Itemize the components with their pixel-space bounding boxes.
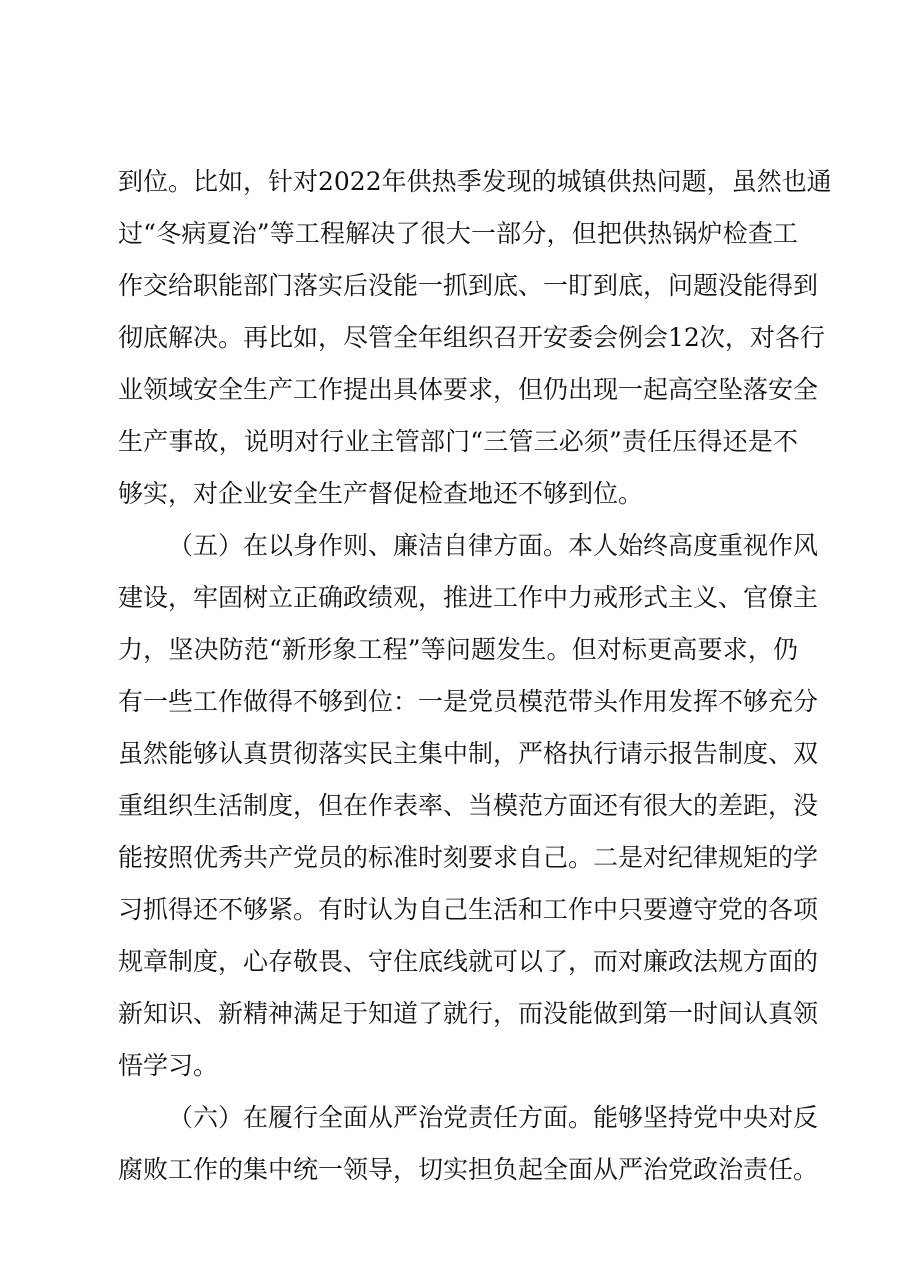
paragraph-line: 力，坚决防范“新形象工程”等问题发生。但对标更高要求，仍 (118, 635, 798, 664)
paragraph-line: 彻底解决。再比如，尽管全年组织召开安委会例会12次，对各行 (118, 323, 825, 352)
paragraph-line: 生产事故，说明对行业主管部门“三管三必须”责任压得还是不 (118, 427, 798, 456)
paragraph-line: 到位。比如，针对2022年供热季发现的城镇供热问题，虽然也通 (118, 167, 832, 196)
paragraph-line: 腐败工作的集中统一领导，切实担负起全面从严治党政治责任。 (118, 1155, 819, 1184)
paragraph-line: 够实，对企业安全生产督促检查地还不够到位。 (118, 479, 644, 508)
paragraph-line: 作交给职能部门落实后没能一抓到底、一盯到底，问题没能得到 (118, 271, 819, 300)
paragraph-line: 悟学习。 (118, 1051, 219, 1080)
paragraph-line: 重组织生活制度，但在作表率、当模范方面还有很大的差距，没 (118, 791, 819, 820)
paragraph-line: 业领域安全生产工作提出具体要求，但仍出现一起高空坠落安全 (118, 375, 819, 404)
section-heading-line: （五）在以身作则、廉洁自律方面。本人始终高度重视作风 (168, 531, 819, 560)
paragraph-line: 有一些工作做得不够到位：一是党员模范带头作用发挥不够充分 (118, 687, 819, 716)
paragraph-line: 能按照优秀共产党员的标准时刻要求自己。二是对纪律规矩的学 (118, 843, 819, 872)
paragraph-line: 虽然能够认真贯彻落实民主集中制，严格执行请示报告制度、双 (118, 739, 819, 768)
paragraph-line: 规章制度，心存敬畏、守住底线就可以了，而对廉政法规方面的 (118, 947, 819, 976)
paragraph-line: 新知识、新精神满足于知道了就行，而没能做到第一时间认真领 (118, 999, 819, 1028)
paragraph-line: 习抓得还不够紧。有时认为自己生活和工作中只要遵守党的各项 (118, 895, 819, 924)
paragraph-line: 过“冬病夏治”等工程解决了很大一部分，但把供热锅炉检查工 (118, 219, 798, 248)
paragraph-line: 建设，牢固树立正确政绩观，推进工作中力戒形式主义、官僚主 (118, 583, 819, 612)
section-heading-line: （六）在履行全面从严治党责任方面。能够坚持党中央对反 (168, 1103, 819, 1132)
